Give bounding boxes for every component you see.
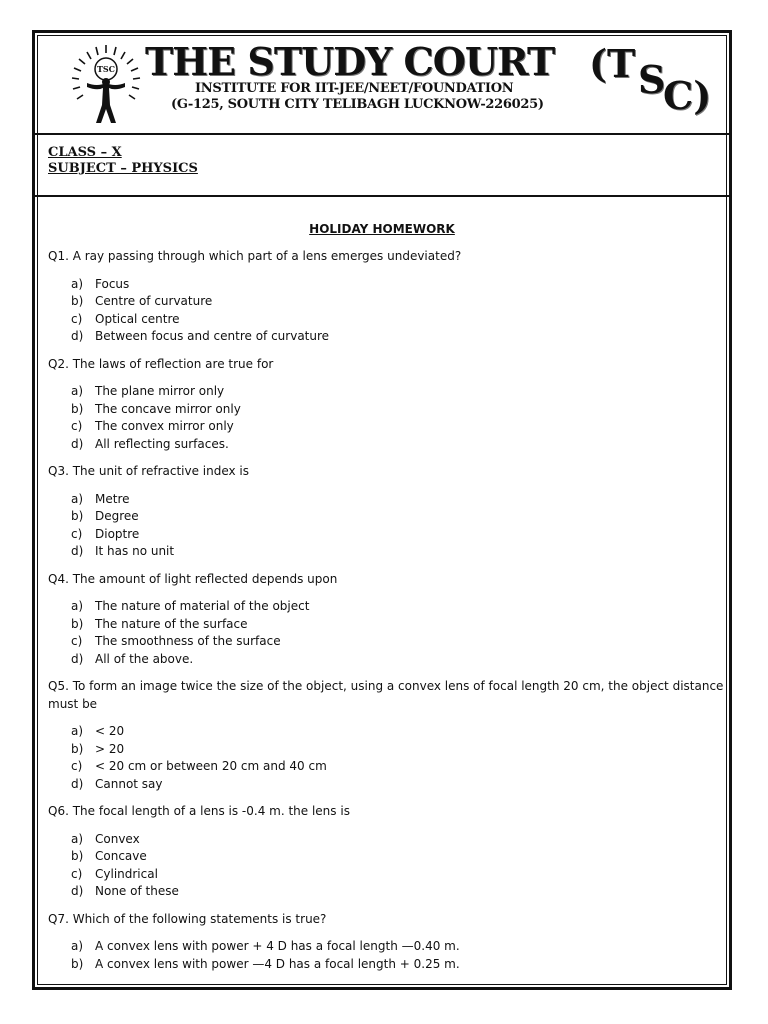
option-marker: b) [71, 617, 84, 631]
option-marker: d) [71, 329, 84, 343]
option-text: The nature of material of the object [95, 599, 310, 613]
question-2: Q2. The laws of reflection are true for [48, 357, 274, 371]
option-text: Metre [95, 492, 130, 506]
option-text: Centre of curvature [95, 294, 213, 308]
question-7-option-b [71, 956, 460, 973]
class-subject-box [35, 133, 729, 197]
question-1-option-d [71, 328, 329, 345]
header [35, 33, 729, 135]
option-text: Optical centre [95, 312, 180, 326]
question-4-option-d [71, 651, 193, 668]
option-text: > 20 [95, 742, 125, 756]
question-6-option-a [71, 831, 140, 848]
institute-subtitle: INSTITUTE FOR IIT-JEE/NEET/FOUNDATION [195, 81, 514, 96]
question-3-option-c [71, 526, 139, 543]
institute-address: (G-125, SOUTH CITY TELIBAGH LUCKNOW-226025) [171, 97, 544, 112]
option-marker: c) [71, 312, 83, 326]
question-3: Q3. The unit of refractive index is [48, 464, 250, 478]
option-marker: a) [71, 939, 84, 953]
option-marker: b) [71, 402, 84, 416]
option-marker: c) [71, 527, 83, 541]
option-marker: d) [71, 884, 84, 898]
tsc-letter-s: S [638, 57, 666, 102]
option-marker: b) [71, 742, 84, 756]
option-text: A convex lens with power —4 D has a focal length + 0.25 m. [95, 957, 460, 971]
option-text: < 20 [95, 724, 125, 738]
option-text: Degree [95, 509, 139, 523]
option-marker: a) [71, 492, 84, 506]
question-6-option-b [71, 848, 147, 865]
option-text: All reflecting surfaces. [95, 437, 229, 451]
question-7-option-a [71, 938, 460, 955]
question-3-option-a [71, 491, 130, 508]
option-marker: a) [71, 599, 84, 613]
question-7: Q7. Which of the following statements is true? [48, 912, 327, 926]
option-text: All of the above. [95, 652, 194, 666]
option-marker: a) [71, 384, 84, 398]
subject-label: SUBJECT – PHYSICS [48, 161, 198, 176]
question-4-option-b [71, 616, 248, 633]
option-text: Cannot say [95, 777, 163, 791]
question-2-option-b [71, 401, 241, 418]
option-text: Dioptre [95, 527, 140, 541]
option-text: Convex [95, 832, 140, 846]
option-text: The plane mirror only [95, 384, 225, 398]
option-marker: b) [71, 957, 84, 971]
question-4: Q4. The amount of light reflected depends upon [48, 572, 338, 586]
question-6-option-d [71, 883, 179, 900]
option-marker: a) [71, 724, 84, 738]
question-4-option-c [71, 633, 281, 650]
option-text: It has no unit [95, 544, 175, 558]
question-1: Q1. A ray passing through which part of a lens emerges undeviated? [48, 249, 462, 263]
question-5: Q5. To form an image twice the size of the object, using a convex lens of focal length 20 cm, the object distance must be [48, 679, 724, 711]
tsc-letter-t: (T [589, 41, 636, 86]
tsc-letter-c: C) [663, 73, 712, 118]
question-5-option-a [71, 723, 124, 740]
option-marker: a) [71, 277, 84, 291]
option-text: Between focus and centre of curvature [95, 329, 330, 343]
option-text: Concave [95, 849, 147, 863]
option-marker: d) [71, 544, 84, 558]
question-1-option-a [71, 276, 129, 293]
option-marker: b) [71, 509, 84, 523]
option-text: < 20 cm or between 20 cm and 40 cm [95, 759, 327, 773]
question-2-option-a [71, 383, 224, 400]
option-marker: a) [71, 832, 84, 846]
option-marker: d) [71, 652, 84, 666]
option-marker: c) [71, 867, 83, 881]
option-text: Cylindrical [95, 867, 158, 881]
option-text: The convex mirror only [95, 419, 234, 433]
option-text: The smoothness of the surface [95, 634, 281, 648]
option-marker: d) [71, 437, 84, 451]
question-2-option-d [71, 436, 229, 453]
question-1-option-c [71, 311, 180, 328]
option-text: None of these [95, 884, 179, 898]
question-6-option-c [71, 866, 158, 883]
option-marker: b) [71, 294, 84, 308]
option-text: The concave mirror only [95, 402, 241, 416]
homework-title: HOLIDAY HOMEWORK [309, 222, 455, 236]
question-3-option-d [71, 543, 174, 560]
option-marker: b) [71, 849, 84, 863]
question-6: Q6. The focal length of a lens is -0.4 m. the lens is [48, 804, 350, 818]
question-4-option-a [71, 598, 309, 615]
question-2-option-c [71, 418, 234, 435]
logo-text: TSC [96, 64, 116, 74]
option-marker: c) [71, 419, 83, 433]
option-text: A convex lens with power + 4 D has a focal length —0.40 m. [95, 939, 460, 953]
question-5-option-b [71, 741, 124, 758]
question-5-option-d [71, 776, 163, 793]
question-3-option-b [71, 508, 139, 525]
option-marker: c) [71, 759, 83, 773]
institute-title: THE STUDY COURT [145, 39, 555, 84]
option-marker: c) [71, 634, 83, 648]
tsc-logo [69, 43, 143, 127]
document-frame [32, 30, 732, 990]
option-text: Focus [95, 277, 130, 291]
option-marker: d) [71, 777, 84, 791]
question-5-option-c [71, 758, 327, 775]
option-text: The nature of the surface [95, 617, 248, 631]
question-1-option-b [71, 293, 212, 310]
class-label: CLASS – X [48, 145, 122, 160]
